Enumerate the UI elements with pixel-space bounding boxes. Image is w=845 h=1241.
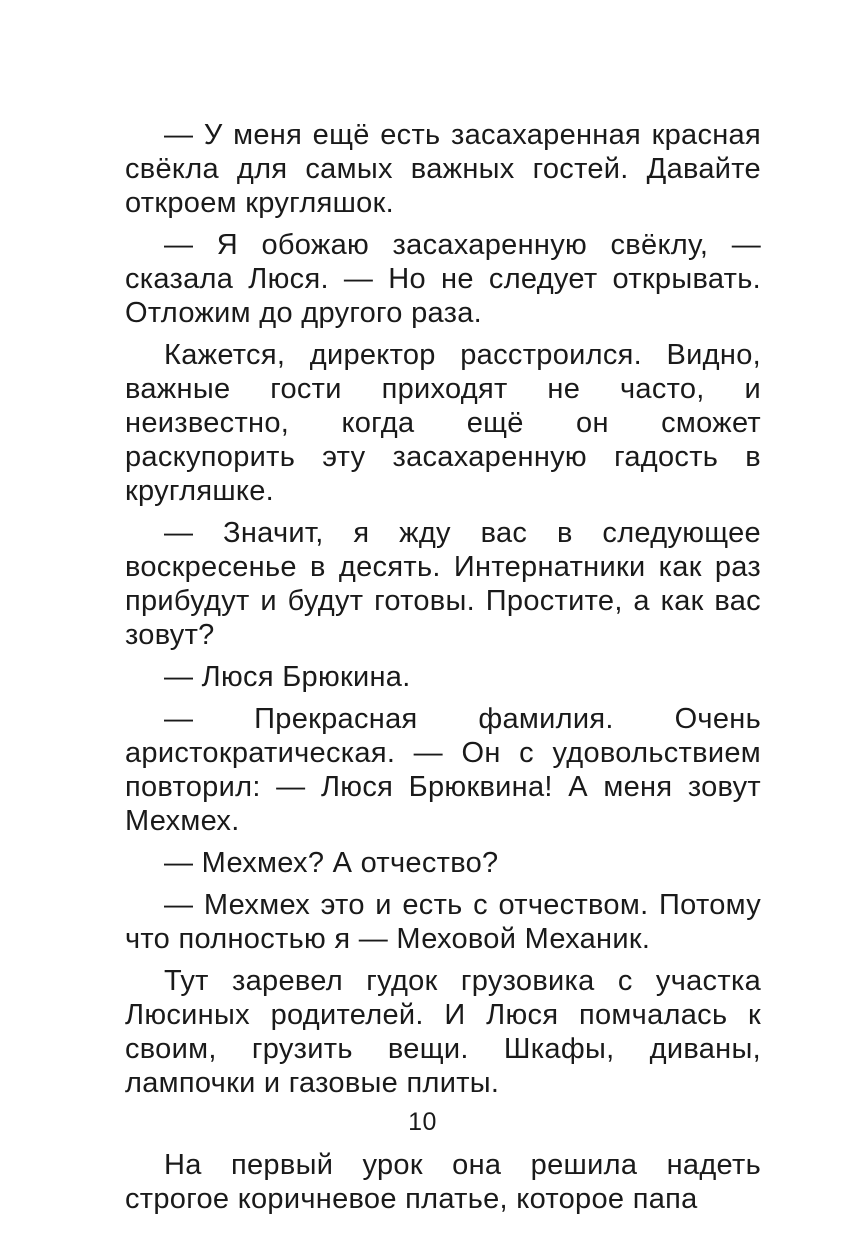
paragraph: На первый урок она решила надеть строгое коричневое платье, которое папа: [125, 1149, 761, 1215]
paragraph: — У меня ещё есть засахаренная красная свёкла для самых важных гостей. Давайте откроем кругляшок.: [125, 119, 761, 219]
paragraph: — Я обожаю засахаренную свёклу, — сказала Люся. — Но не следует открывать. Отложим до другого раза.: [125, 229, 761, 329]
paragraph: — Мехмех это и есть с отчеством. Потому что полностью я — Меховой Механик.: [125, 889, 761, 955]
paragraph: — Значит, я жду вас в следующее воскресенье в десять. Интернатники как раз прибудут и будут готовы. Простите, а как вас зовут?: [125, 517, 761, 651]
paragraph: Тут заревел гудок грузовика с участка Люсиных родителей. И Люся помчалась к своим, грузить вещи. Шкафы, диваны, лампочки и газовые плиты.: [125, 965, 761, 1099]
paragraph: — Прекрасная фамилия. Очень аристократическая. — Он с удовольствием повторил: — Люся Брюквина! А меня зовут Мехмех.: [125, 703, 761, 837]
body-text: [125, 118, 761, 1216]
paragraph: Кажется, директор расстроился. Видно, важные гости приходят не часто, и неизвестно, когда ещё он сможет раскупорить эту засахаренную гадость в кругляшке.: [125, 339, 761, 507]
page-number: 10: [408, 1108, 437, 1136]
paragraph: — Люся Брюкина.: [164, 661, 411, 693]
paragraph: — Мехмех? А отчество?: [164, 847, 499, 879]
